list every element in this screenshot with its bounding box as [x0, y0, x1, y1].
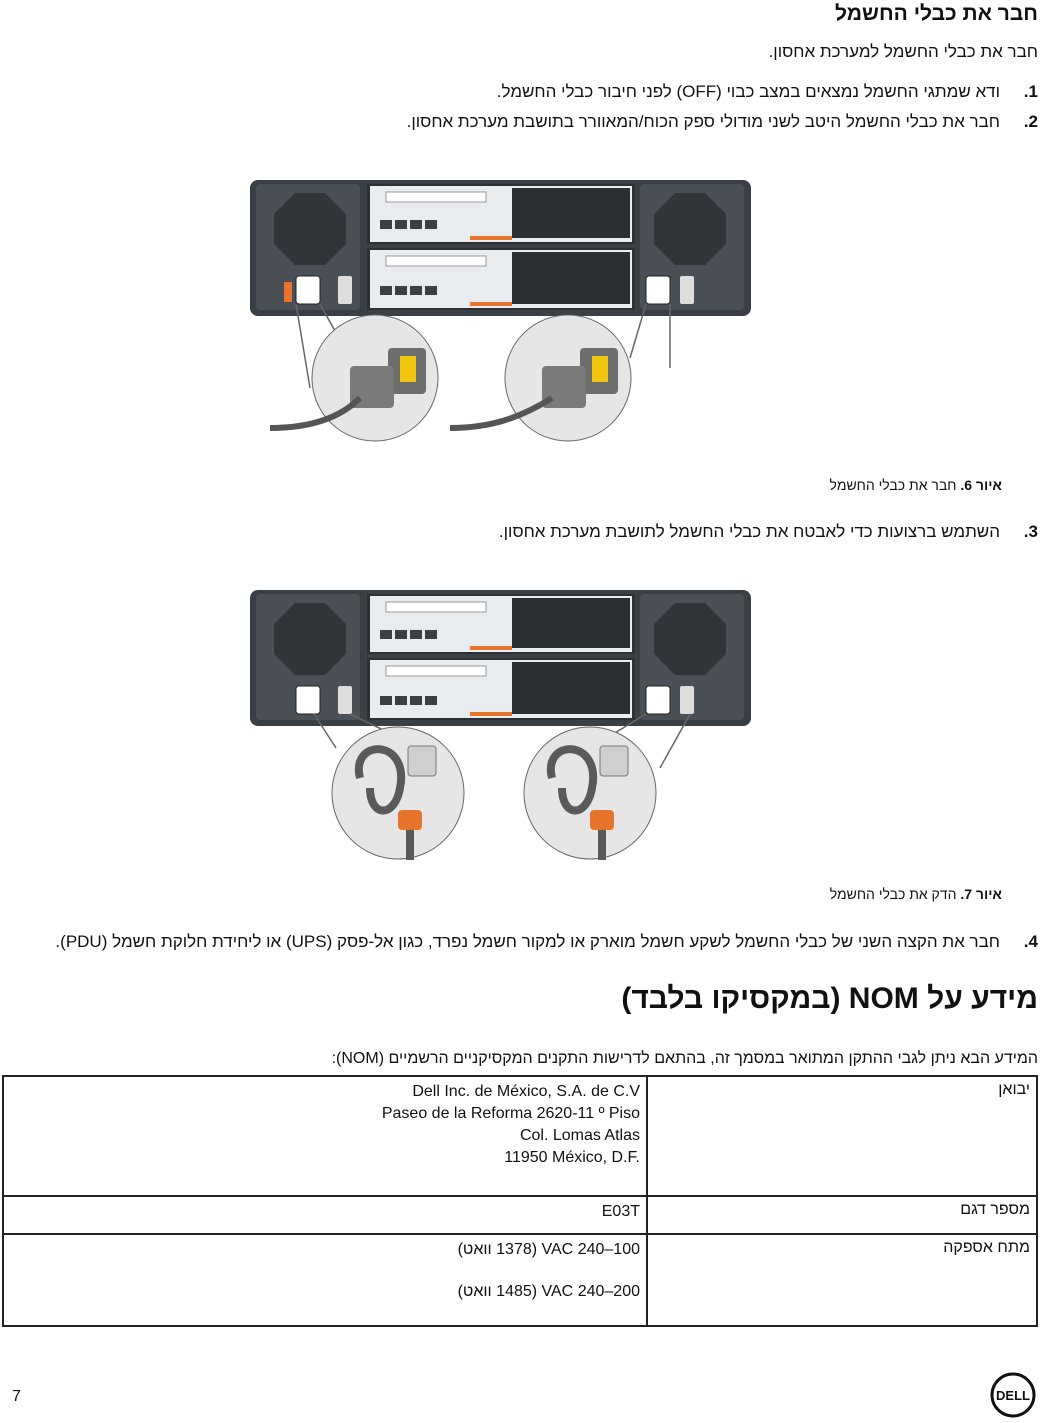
step-3	[20, 522, 1038, 542]
row-value: E03T	[3, 1196, 647, 1234]
row-label: מספר דגם	[647, 1196, 1037, 1234]
row-value: Dell Inc. de México, S.A. de C.V Paseo de la Reforma 2620-11 º Piso Col. Lomas Atlas 11950 México, D.F.	[3, 1076, 647, 1196]
nom-heading: מידע על NOM (במקסיקו בלבד)	[621, 982, 1038, 1015]
step-2	[20, 112, 1038, 132]
step-number: 1.	[1023, 82, 1038, 101]
step-text: ודא שמתגי החשמל נמצאים במצב כבוי (OFF) לפני חיבור כבלי החשמל.	[496, 82, 1000, 101]
svg-text:DELL: DELL	[996, 1388, 1030, 1403]
table-row	[3, 1234, 1037, 1326]
table-row	[3, 1196, 1037, 1234]
step-1	[20, 82, 1038, 102]
nom-intro: המידע הבא ניתן לגבי ההתקן המתואר במסמך זה, בהתאם לדרישות התקנים המקסיקניים הרשמיים (NOM):	[331, 1050, 1038, 1067]
step-number: 4.	[1023, 932, 1038, 951]
row-label: יבואן	[647, 1076, 1037, 1196]
table-row	[3, 1076, 1037, 1196]
step-text: חבר את כבלי החשמל היטב לשני מודולי ספק הכוח/המאוורר בתושבת מערכת אחסון.	[406, 112, 1000, 131]
row-value: 100–240 VAC (1378 וואט) 200–240 VAC (1485 וואט)	[3, 1234, 647, 1326]
page-number: 7	[12, 1388, 21, 1405]
figure-secure-power-cables	[250, 588, 753, 863]
intro-text: חבר את כבלי החשמל למערכת אחסון.	[768, 42, 1038, 61]
figure-7-caption: איור 7. הדק את כבלי החשמל	[829, 886, 1002, 902]
section-heading: חבר את כבלי החשמל	[835, 2, 1038, 25]
step-number: 2.	[1023, 112, 1038, 131]
step-number: 3.	[1023, 522, 1038, 541]
nom-table	[2, 1075, 1038, 1327]
dell-logo	[990, 1372, 1036, 1418]
step-text: השתמש ברצועות כדי לאבטח את כבלי החשמל לתושבת מערכת אחסון.	[498, 522, 1000, 541]
step-4	[20, 932, 1038, 952]
step-text: חבר את הקצה השני של כבלי החשמל לשקע חשמל מוארק או למקור חשמל נפרד, כגון אל-פסק (UPS) או ליחידת חלוקת חשמל (PDU).	[55, 932, 1000, 951]
figure-connect-power-cables	[250, 178, 753, 446]
figure-6-caption: איור 6. חבר את כבלי החשמל	[829, 477, 1002, 493]
row-label: מתח אספקה	[647, 1234, 1037, 1326]
